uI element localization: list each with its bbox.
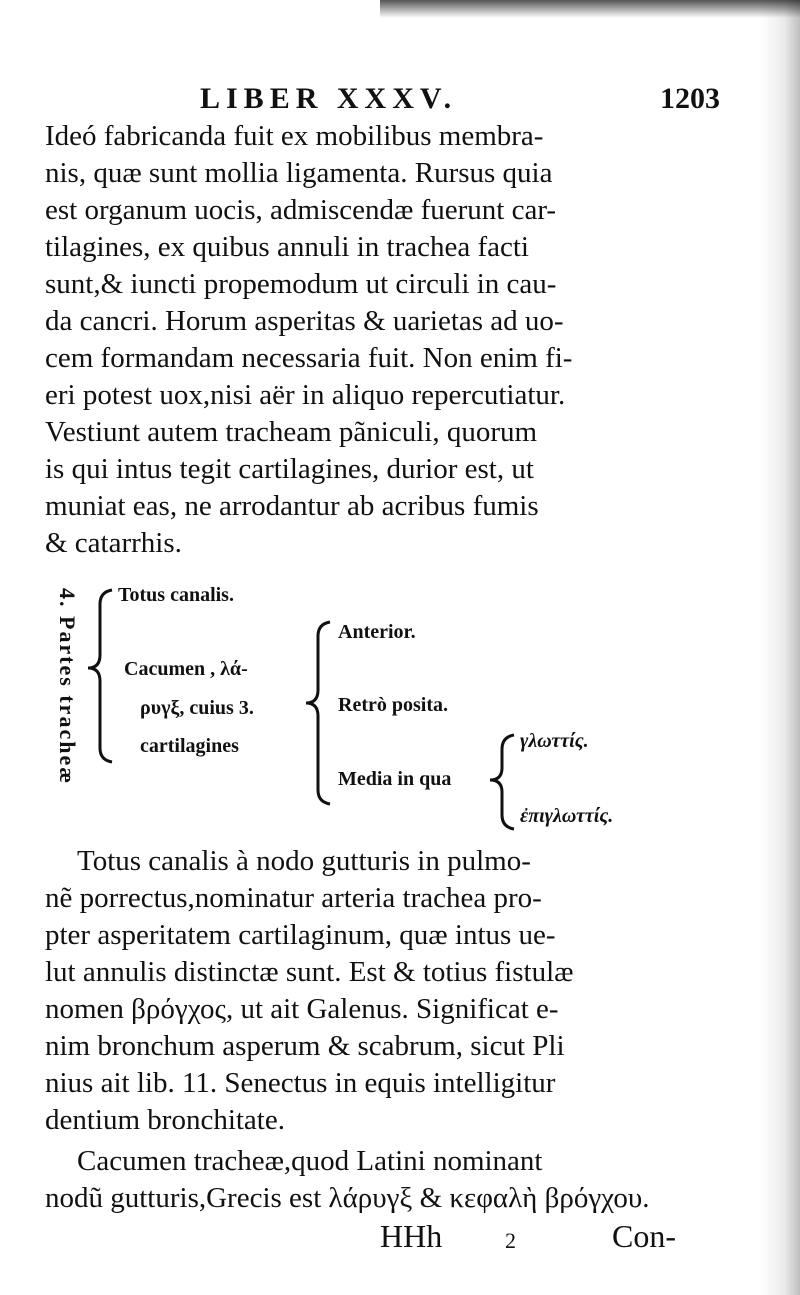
- label-cacumen-2: ρυγξ, cuius 3.: [140, 697, 254, 719]
- text-line: nẽ porrectus,nominatur arteria trachea pro-: [45, 882, 542, 914]
- text-line: Vestiunt autem tracheam pãniculi, quorum: [45, 416, 538, 448]
- label-media-in-qua: Media in qua: [338, 768, 452, 790]
- paragraph-2: [45, 843, 700, 1139]
- cacumen-brace: [306, 622, 330, 804]
- text-line: cem formandam necessaria fuit. Non enim fi-: [45, 342, 573, 374]
- label-glottis: γλωττίς.: [520, 730, 589, 752]
- text-line: eri potest uox,nisi aër in aliquo repercutiatur.: [45, 379, 566, 411]
- media-brace: [490, 735, 514, 829]
- label-epiglottis: ἐπιγλωττίς.: [520, 805, 614, 827]
- main-brace: [88, 590, 112, 762]
- signature-number: 2: [505, 1228, 516, 1253]
- paragraph-3: [45, 1143, 700, 1217]
- text-line: tilagines, ex quibus annuli in trachea facti: [45, 231, 529, 263]
- label-cacumen-1: Cacumen , λά-: [124, 658, 248, 680]
- text-line: Totus canalis à nodo gutturis in pulmo-: [77, 845, 531, 877]
- text-line: nomen βρόγχος, ut ait Galenus. Significat e-: [45, 993, 559, 1025]
- text-line: sunt,& iuncti propemodum ut circuli in cau-: [45, 268, 557, 300]
- text-line: lut annulis distinctæ sunt. Est & totius fistulæ: [45, 956, 574, 988]
- page-number: 1203: [660, 82, 720, 115]
- label-retro-posita: Retrò posita.: [338, 694, 448, 716]
- label-totus-canalis: Totus canalis.: [118, 584, 234, 606]
- side-label-partes-tracheae: 4. Partes tracheæ: [55, 588, 80, 786]
- text-line: nius ait lib. 11. Senectus in equis intelligitur: [45, 1067, 556, 1099]
- text-line: dentium bronchitate.: [45, 1104, 285, 1136]
- label-anterior: Anterior.: [338, 621, 416, 643]
- text-line: pter asperitatem cartilaginum, quæ intus ue-: [45, 919, 556, 951]
- text-line: is qui intus tegit cartilagines, durior est, ut: [45, 453, 534, 485]
- text-line: est organum uocis, admiscendæ fuerunt car-: [45, 194, 557, 226]
- text-line: Ideó fabricanda fuit ex mobilibus membra-: [45, 120, 544, 152]
- text-line: nim bronchum asperum & scabrum, sicut Pli: [45, 1030, 565, 1062]
- text-line: muniat eas, ne arrodantur ab acribus fumis: [45, 490, 539, 522]
- label-cacumen-3: cartilagines: [140, 735, 239, 757]
- text-line: nis, quæ sunt mollia ligamenta. Rursus quia: [45, 157, 553, 189]
- text-line: da cancri. Horum asperitas & uarietas ad uo-: [45, 305, 564, 337]
- signature-mark: HHh: [380, 1218, 443, 1254]
- text-line: & catarrhis.: [45, 527, 182, 559]
- catchword: Con-: [612, 1218, 676, 1254]
- text-line: Cacumen tracheæ,quod Latini nominant: [77, 1145, 543, 1177]
- running-title: LIBER XXXV.: [200, 82, 458, 115]
- text-line: nodũ gutturis,Grecis est λάρυγξ & κεφαλὴ βρόγχου.: [45, 1182, 650, 1214]
